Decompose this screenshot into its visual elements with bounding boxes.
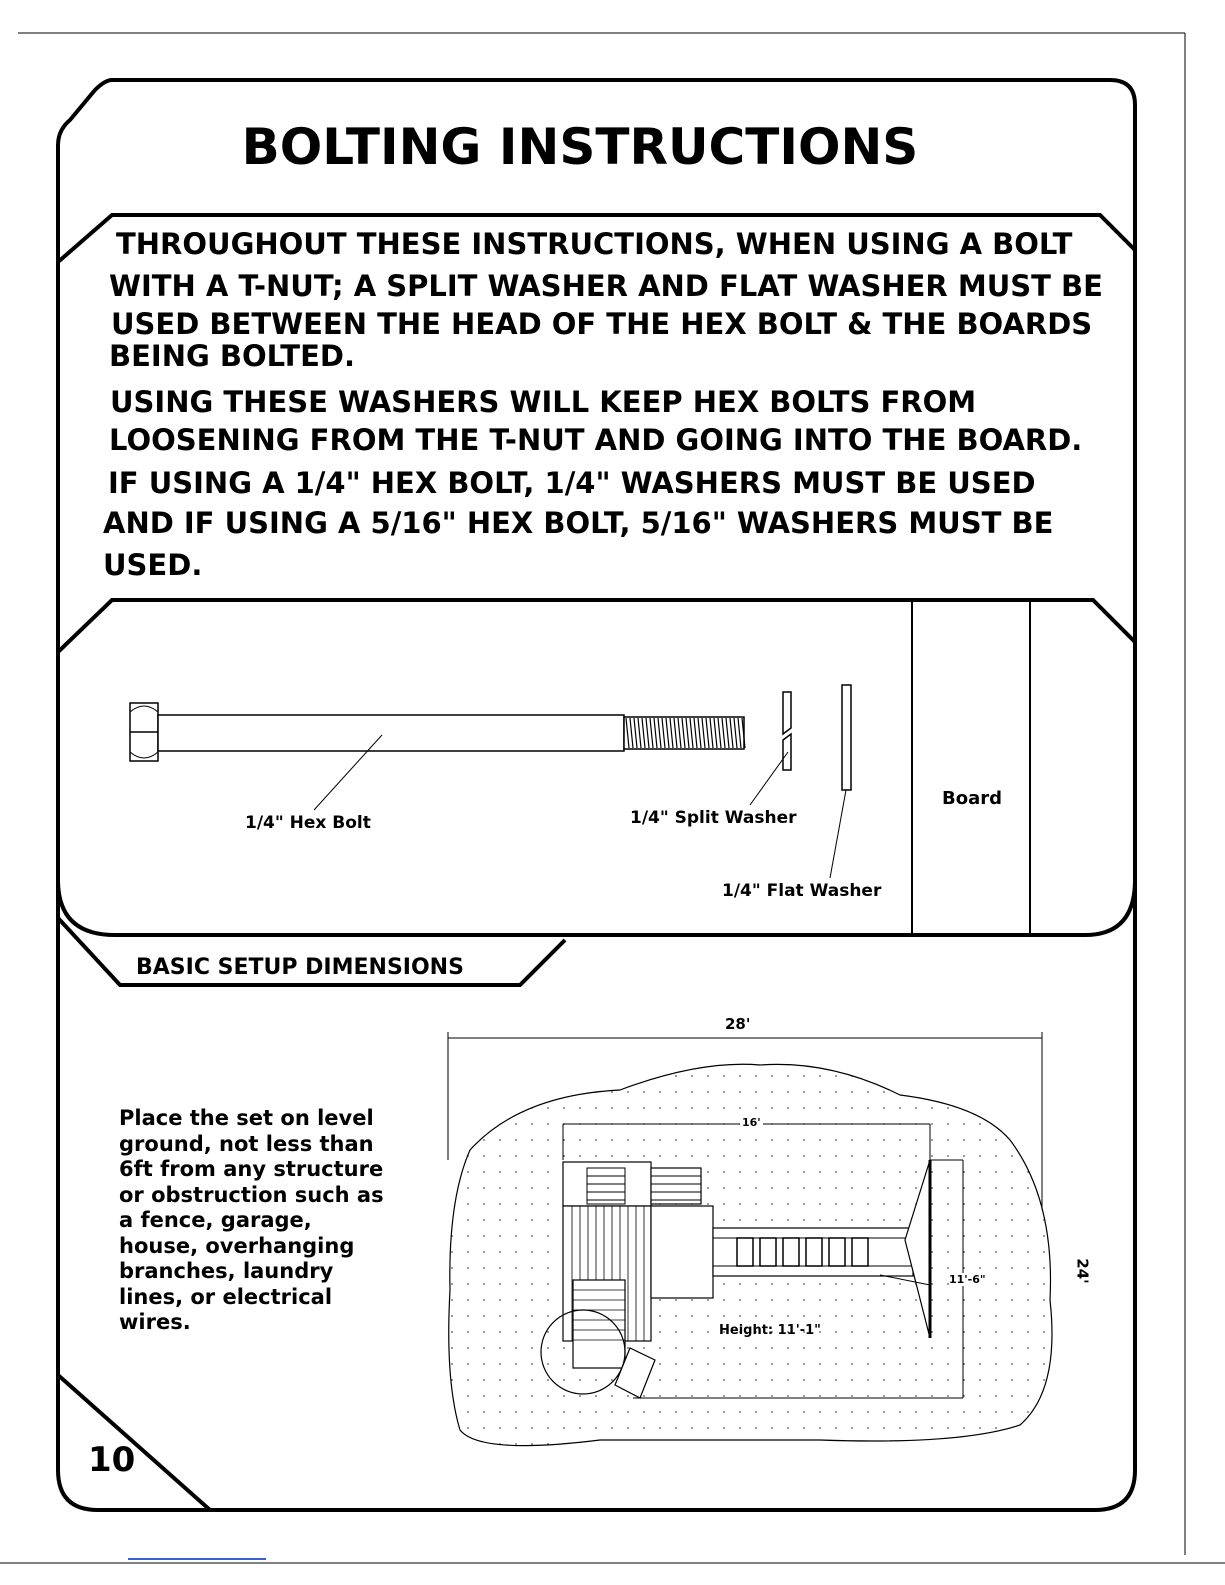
hex-bolt-icon (130, 703, 745, 810)
instruction-line-7: IF USING A 1/4" HEX BOLT, 1/4" WASHERS MUST BE USED (108, 466, 1036, 500)
height-label: Height: 11'-1" (719, 1323, 821, 1338)
instruction-line-1: THROUGHOUT THESE INSTRUCTIONS, WHEN USING A BOLT (116, 227, 1073, 261)
instruction-line-5: USING THESE WASHERS WILL KEEP HEX BOLTS FROM (110, 385, 977, 419)
split-washer-label: 1/4" Split Washer (630, 808, 797, 828)
instruction-line-9: USED. (103, 548, 203, 582)
instruction-line-3: USED BETWEEN THE HEAD OF THE HEX BOLT & THE BOARDS (111, 307, 1093, 341)
flat-washer-icon (830, 685, 851, 878)
instruction-line-6: LOOSENING FROM THE T-NUT AND GOING INTO THE BOARD. (109, 423, 1083, 457)
page-title: BOLTING INSTRUCTIONS (241, 118, 919, 176)
instruction-line-4: BEING BOLTED. (109, 339, 355, 373)
split-washer-icon (750, 692, 791, 805)
page-number: 10 (88, 1440, 136, 1480)
overall-width-label: 28' (725, 1015, 751, 1033)
instruction-line-2: WITH A T-NUT; A SPLIT WASHER AND FLAT WASHER MUST BE (109, 269, 1103, 303)
hex-bolt-label: 1/4" Hex Bolt (245, 813, 371, 833)
overall-depth-label: 24' (1073, 1258, 1092, 1284)
setup-description: Place the set on level ground, not less than 6ft from any structure or obstruction such as a fence, garage, house, overhanging branches, laundry lines, or electrical wires. (119, 1106, 384, 1334)
instruction-line-8: AND IF USING A 5/16" HEX BOLT, 5/16" WASHERS MUST BE (103, 506, 1054, 540)
inner-depth-label: 11'-6" (949, 1273, 986, 1286)
board-label: Board (942, 788, 1002, 809)
setup-heading: BASIC SETUP DIMENSIONS (136, 955, 464, 980)
flat-washer-label: 1/4" Flat Washer (722, 881, 882, 901)
diagram-panel (58, 600, 1135, 935)
inner-width-label: 16' (742, 1116, 761, 1129)
layout-plan-diagram (448, 1032, 1052, 1446)
